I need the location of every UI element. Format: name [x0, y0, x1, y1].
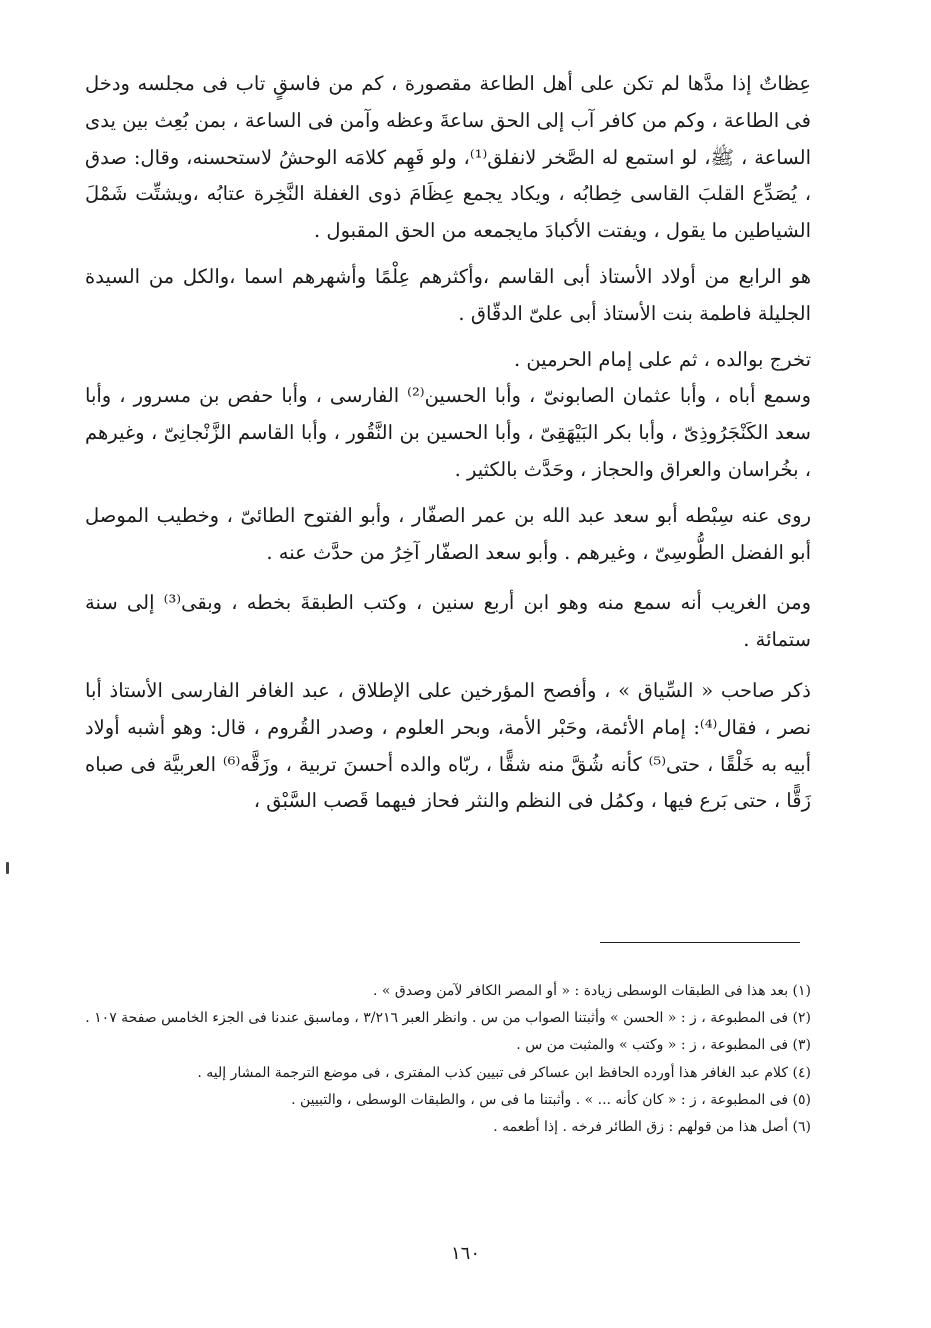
paragraph-lineage: هو الرابع من أولاد الأستاذ أبى القاسم ،وأكثرهم عِلْمًا وأشهرهم اسما ،والكل من السيدة الجليلة فاطمة بنت الأستاذ أبى علىّ الدقّاق . — [85, 264, 811, 325]
footnote-4: (٤) كلام عبد الغافر هذا أورده الحافظ ابن عساكر فى تبيين كذب المفترى ، فى موضع الترجمة المشار إليه . — [197, 1064, 811, 1081]
paragraph-students: روى عنه سِبْطه أبو سعد عبد الله بن عمر الصفّار ، وأبو الفتوح الطائىّ ، وخطيب الموصل أبو الفضل الطُّوسِىّ ، وغيرهم . وأبو سعد الصفّار آخِرُ من حدَّث عنه . — [85, 503, 811, 564]
scan-edge-mark — [6, 862, 9, 874]
paragraph-sermon: عِظاتٌ إذا مدَّها لم تكن على أهل الطاعة مقصورة ، كم من فاسقٍ تاب فى مجلسه ودخل فى الطاعة ، وكم من كافر آب إلى الحق ساعةَ وعظه وآمن فى الساعة ، بمن بُعِث بين يدى الساعة ، ﷺ، لو استمع له الصَّخر لانفلق⁽¹⁾، ولو فَهِم كلامَه الوحشُ لاستحسنه، وقال: صدق ، يُصَدِّع القلبَ القاسى خِطابُه ، ويكاد يجمع عِظَامَ ذوى الغفلة النَّخِرة عتابُه ،ويشتِّت شَمْلَ الشياطين ما يقول ، ويفتت الأكبادَ مايجمعه من الحق المقبول . — [85, 72, 811, 243]
paragraph-anecdote: ومن الغريب أنه سمع منه وهو ابن أربع سنين ، وكتب الطبقةَ بخطه ، وبقى⁽³⁾ إلى سنة ستمائة . — [85, 591, 811, 652]
paragraph-teachers: وسمع أباه ، وأبا عثمان الصابونىّ ، وأبا الحسين⁽²⁾ الفارسى ، وأبا حفص بن مسرور ، وأبا سعد الكَنْجَرُوذِىّ ، وأبا بكر البَيْهَقِىّ ، وأبا الحسين بن النَّقُور ، وأبا القاسم الزَّنْجانِىّ ، وغيرهم ، بخُراسان والعراق والحجاز ، وحَدَّث بالكثير . — [85, 384, 811, 481]
footnote-6: (٦) أصل هذا من قولهم : زق الطائر فرخه . إذا أطعمه . — [493, 1119, 811, 1136]
footnote-2: (٢) فى المطبوعة ، ز : « الحسن » وأثبتنا الصواب من س . وانظر العبر ٣/٢١٦ ، وماسبق عندنا فى الجزء الخامس صفحة ١٠٧ . — [85, 1010, 811, 1027]
paragraph-siyaq: ذكر صاحب « السِّياق » ، وأفصح المؤرخين على الإطلاق ، عبد الغافر الفارسى الأستاذ أبا نصر ، فقال⁽⁴⁾: إمام الأئمة، وحَبْر الأمة، وبحر العلوم ، وصدر القُروم ، قال: وهو أشبه أولاد أبيه به خَلْقًا ، حتى⁽⁵⁾ كأنه شُقَّ منه شقًّا ، ربّاه والده أحسنَ تربية ، وزَقَّه⁽⁶⁾ العربيَّة فى صباه زَقًّا ، حتى بَرع فيها ، وكمُل فى النظم والنثر فحاز فيهما قَصب السَّبْق ، — [85, 678, 812, 813]
footnote-1: (١) بعد هذا فى الطبقات الوسطى زيادة : « أو المصر الكافر لآمن وصدق » . — [373, 983, 811, 999]
footnote-5: (٥) فى المطبوعة ، ز : « كان كأنه ... » . وأثبتنا ما فى س ، والطبقات الوسطى ، والتبيين . — [291, 1091, 811, 1108]
footnote-separator — [600, 942, 800, 943]
footnote-3: (٣) فى المطبوعة ، ز : « وكتب » والمثبت من س . — [516, 1037, 811, 1054]
footnotes — [85, 980, 811, 1143]
paragraph-training: تخرج بوالده ، ثم على إمام الحرمين . — [513, 347, 811, 371]
page-number: ١٦٠ — [450, 1243, 480, 1264]
main-text — [85, 66, 811, 829]
